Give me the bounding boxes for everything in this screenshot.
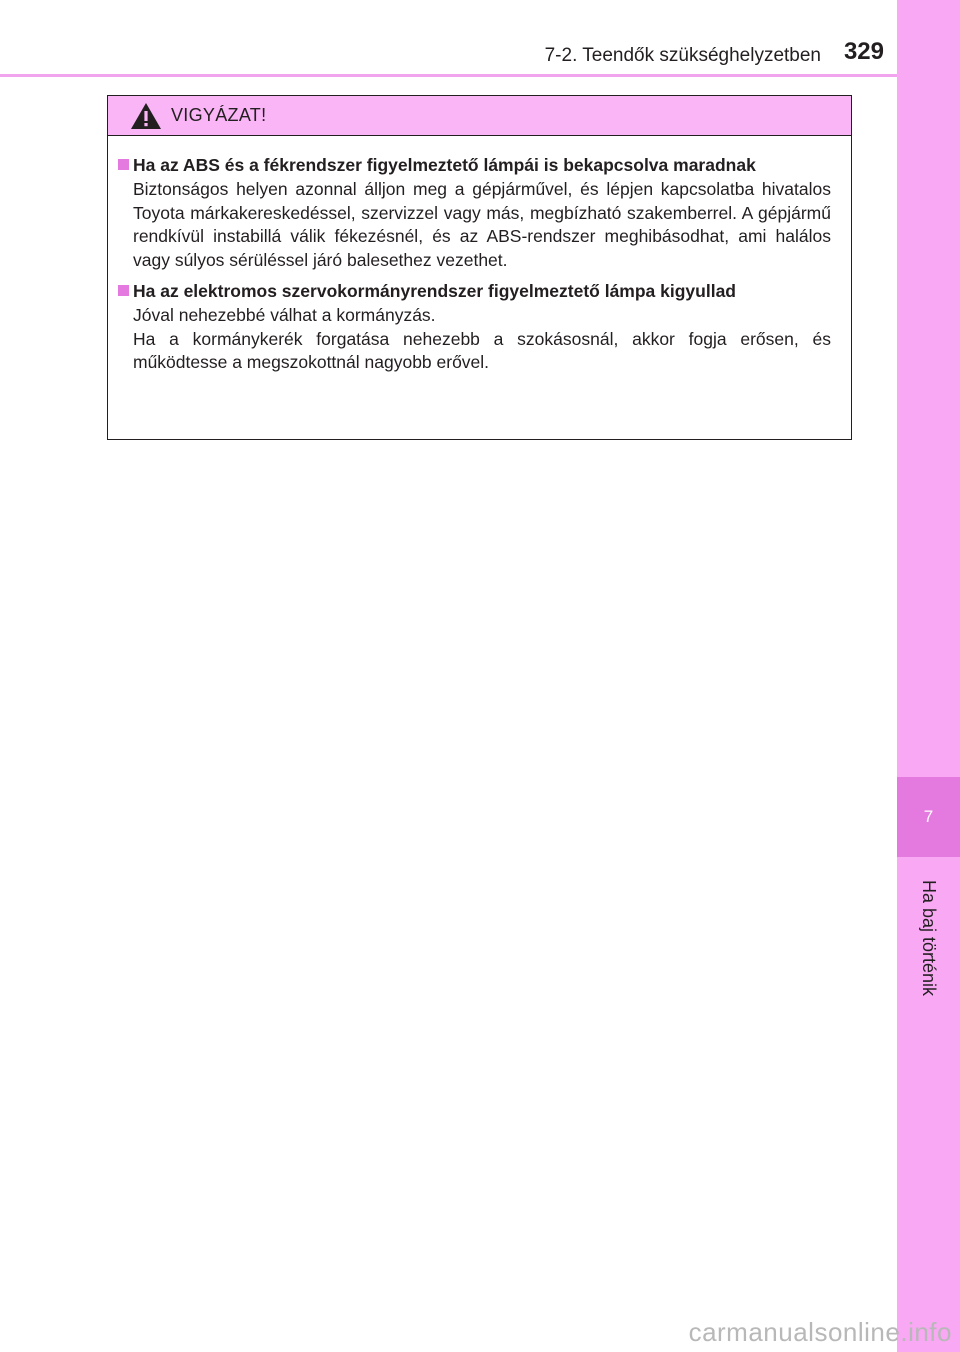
section-paragraph: Ha a kormánykerék forgatása nehezebb a szokásosnál, akkor fogja erősen, és működtesse a megszokottnál nagyobb erővel. — [133, 328, 831, 372]
caution-section-eps — [118, 280, 841, 375]
section-paragraph: Jóval nehezebbé válhat a kormányzás. — [133, 305, 436, 325]
section-paragraph: Biztonságos helyen azonnal álljon meg a gépjárművel, és lépjen kapcsolatba hivatalos Toyota márkakereskedéssel, szervizzel vagy más, megbízható szakemberrel. A gépjármű rendkívül instabillá válik fékezésnél, és az ABS-rendszer meghibásodhat, ami halálos vagy súlyos sérüléssel járó balesethez vezethet. — [133, 179, 831, 270]
caution-body — [108, 136, 851, 375]
header-divider — [0, 74, 897, 77]
chapter-number: 7 — [897, 777, 960, 857]
caution-title: VIGYÁZAT! — [171, 105, 267, 125]
page-number: 329 — [843, 38, 884, 65]
side-chapter-tab — [897, 0, 960, 1352]
section-heading: Ha az elektromos szervokormányrendszer figyelmeztető lámpa kigyullad — [133, 281, 736, 301]
square-bullet-icon — [118, 159, 129, 170]
caution-box — [107, 95, 852, 440]
square-bullet-icon — [118, 285, 129, 296]
footer-watermark: carmanualsonline.info — [688, 1317, 952, 1347]
section-heading: Ha az ABS és a fékrendszer figyelmeztető lámpái is bekapcsolva maradnak — [133, 155, 756, 175]
caution-section-abs — [118, 154, 841, 272]
chapter-title: Ha baj történik — [919, 879, 939, 997]
header-section-title: 7-2. Teendők szükséghelyzetben — [544, 45, 821, 66]
caution-header — [108, 96, 851, 136]
warning-triangle-icon — [130, 102, 162, 130]
